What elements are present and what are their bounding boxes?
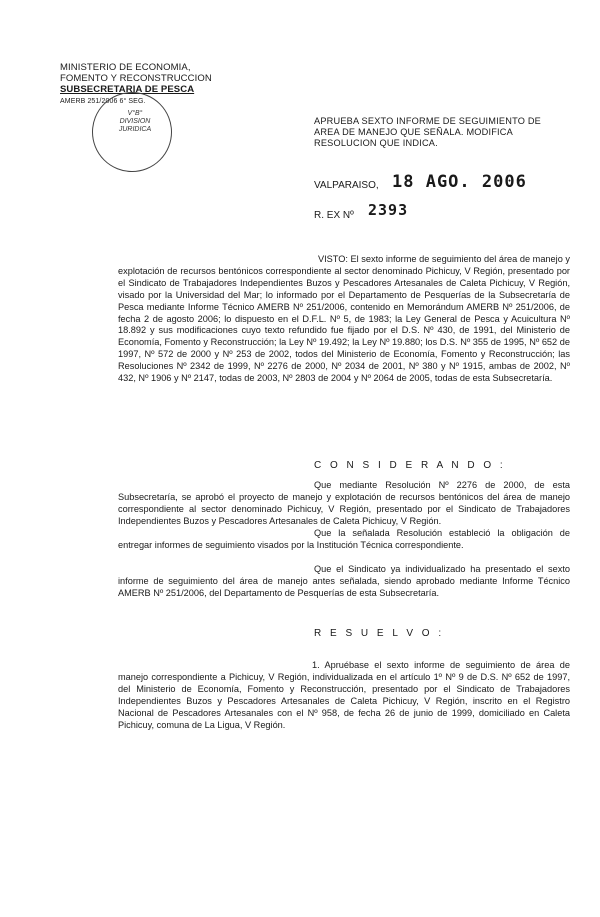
stamp-line-3: JURIDICA <box>118 126 152 133</box>
reference-line: AMERB 251/2006 6° SEG. <box>60 98 146 105</box>
rex-label: R. EX Nº <box>314 210 354 221</box>
resolution-date: 18 AGO. 2006 <box>392 172 527 192</box>
ministry-line-2: FOMENTO Y RECONSTRUCCION <box>60 73 212 84</box>
stamp-line-2: DIVISION <box>119 118 151 125</box>
ministry-line-1: MINISTERIO DE ECONOMIA, <box>60 62 191 73</box>
considerando-3: Que el Sindicato ya individualizado ha presentado el sexto informe de seguimiento del área de manejo antes señalada, siendo aprobado mediante Informe Técnico AMERB Nº 251/2006, del Departamento de Pesquerías de esta Subsecretaría. <box>118 564 570 598</box>
resuelvo-title: R E S U E L V O : <box>314 628 445 639</box>
considerando-2: Que la señalada Resolución estableció la obligación de entregar informes de seguimiento visados por la Institución Técnica correspondiente. <box>118 528 570 550</box>
considerando-title: C O N S I D E R A N D O : <box>314 460 506 471</box>
considerando-1: Que mediante Resolución Nº 2276 de 2000, de esta Subsecretaría, se aprobó el proyecto de manejo y explotación de recursos bentónicos del área de manejo correspondiente al sector denominado Pichicuy, V Región, presentado por el Sindicato de Trabajadores Independientes Buzos y Pescadores Artesanales de Caleta Pichicuy, V Región. <box>118 480 570 526</box>
visto-paragraph: VISTO: El sexto informe de seguimiento del área de manejo y explotación de recursos bentónicos correspondiente al sector denominado Pichicuy, V Región, presentado por el Sindicato de Trabajadores Independientes Buzos y Pescadores Artesanales de Caleta Pichicuy, V Región, visado por la Universidad del Mar; lo informado por el Departamento de Pesquerías de la Subsecretaría de Pesca mediante Informe Técnico AMERB Nº 251/2006, contenido en Memorándum AMERB Nº 251/2006, de fecha 2 de agosto 2006; lo dispuesto en el D.F.L. Nº 5, de 1983; la Ley General de Pesca y Acuicultura Nº 18.892 y sus modificaciones cuyo texto refundido fue fijado por el D.S. Nº 430, de 1991, del Ministerio de Economía, Fomento y Reconstrucción; la Ley Nº 19.492; la Ley Nº 19.880; los D.S. Nº 355 de 1995, Nº 652 de 1997, Nº 572 de 2000 y Nº 253 de 2002, todos del Ministerio de Economía, Fomento y Reconstrucción; las Resoluciones Nº 2342 de 1999, Nº 2276 de 2000, Nº 2034 de 2001, Nº 380 y Nº 1915, ambas de 2002, Nº 432, Nº 1906 y Nº 2147, todas de 2003, Nº 2803 de 2004 y Nº 2064 de 2005, todas de esta Subsecretaría. <box>118 254 570 384</box>
resuelvo-1: 1. Apruébase el sexto informe de seguimiento de área de manejo correspondiente a Pichicuy, V Región, individualizada en el artículo 1º Nº 9 de D.S. Nº 652 de 1997, del Ministerio de Economía, Fomento y Reconstrucción, presentado por el Sindicato de Trabajadores Independientes Buzos y Pescadores Artesanales de Caleta Pichicuy, V Región, inscrito en el Registro Nacional de Pescadores Artesanales con el Nº 958, de fecha 26 de junio de 1999, domiciliado en Caleta Pichicuy, comuna de La Ligua, V Región. <box>118 660 570 730</box>
stamp-line-1: V°B° <box>127 110 143 117</box>
stamp-text <box>115 110 155 134</box>
place-label: VALPARAISO, <box>314 180 379 191</box>
ministry-line-3: SUBSECRETARIA DE PESCA <box>60 84 195 95</box>
resolution-subject: APRUEBA SEXTO INFORME DE SEGUIMIENTO DE AREA DE MANEJO QUE SEÑALA. MODIFICA RESOLUCION QUE INDICA. <box>314 116 541 148</box>
rex-number: 2393 <box>368 201 409 219</box>
